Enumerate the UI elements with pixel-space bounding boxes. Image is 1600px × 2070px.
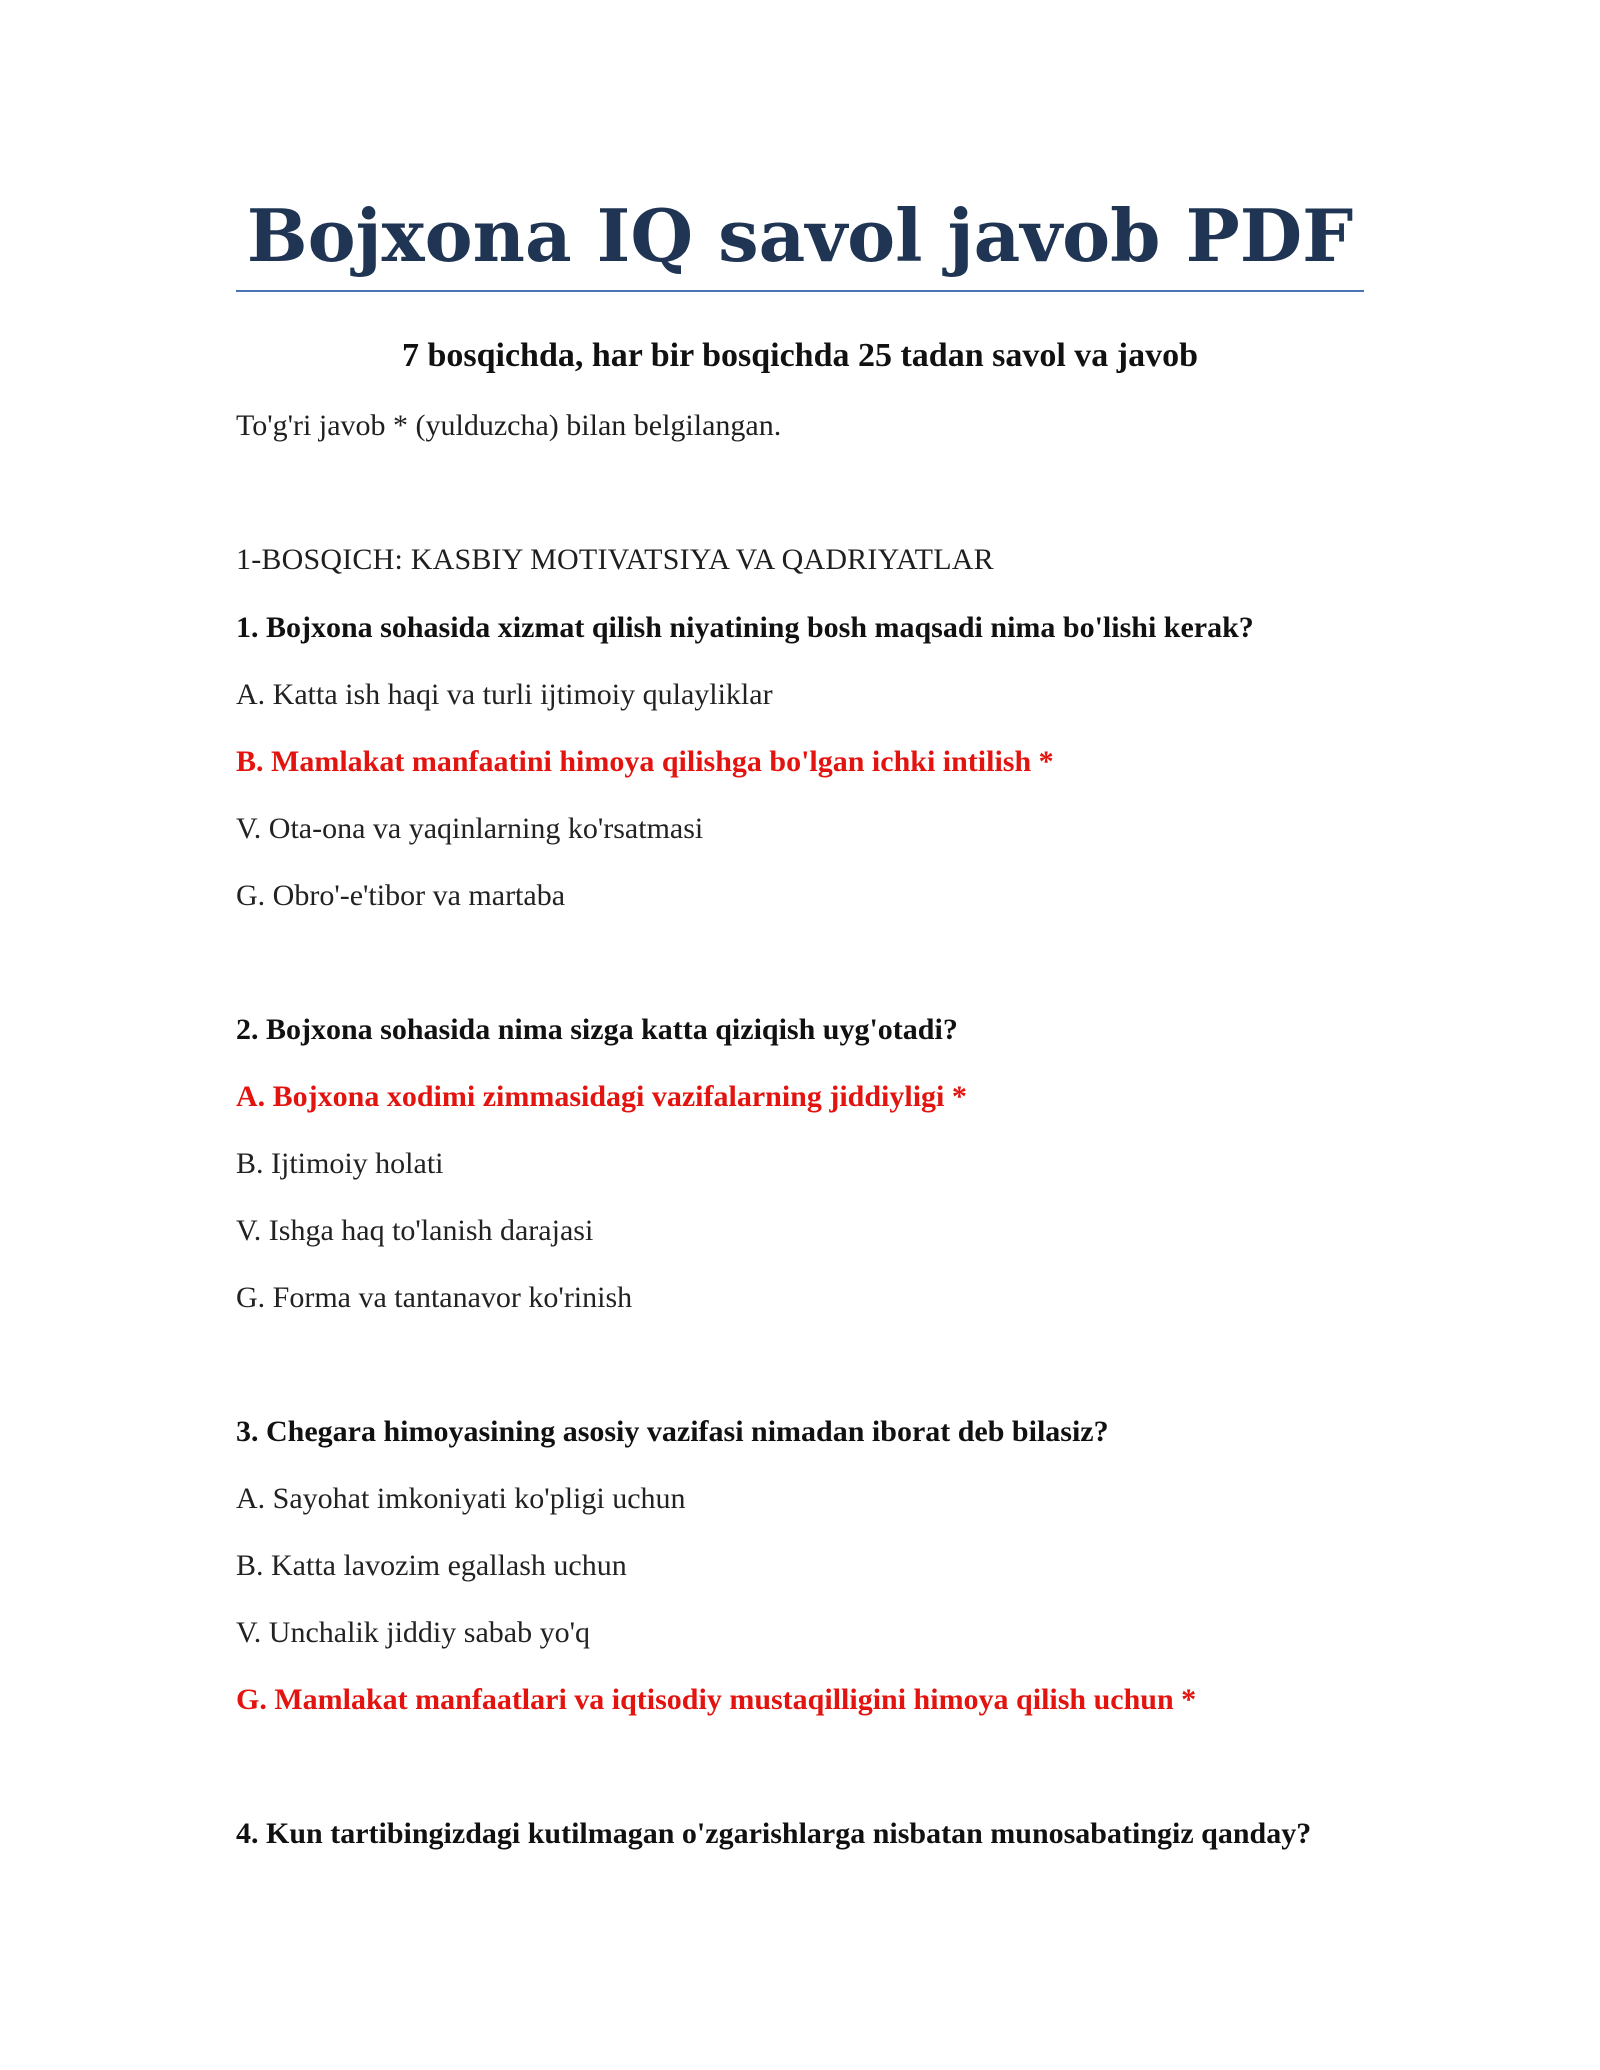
question-1-option-a: A. Katta ish haqi va turli ijtimoiy qulayliklar xyxy=(236,678,773,711)
document-subtitle: 7 bosqichda, har bir bosqichda 25 tadan savol va javob xyxy=(401,337,1199,374)
title-underline xyxy=(236,290,1364,292)
question-2: 2. Bojxona sohasida nima sizga katta qiziqish uyg'otadi? xyxy=(236,1013,958,1046)
question-2-option-b: B. Ijtimoiy holati xyxy=(236,1147,444,1180)
question-3-option-g-correct: G. Mamlakat manfaatlari va iqtisodiy mustaqilligini himoya qilish uchun * xyxy=(236,1683,1197,1716)
question-4: 4. Kun tartibingizdagi kutilmagan o'zgarishlarga nisbatan munosabatingiz qanday? xyxy=(236,1817,1312,1850)
answer-note: To'g'ri javob * (yulduzcha) bilan belgilangan. xyxy=(236,409,782,442)
question-1-option-g: G. Obro'-e'tibor va martaba xyxy=(236,879,566,912)
document-title: Bojxona IQ savol javob PDF xyxy=(246,193,1354,278)
question-3: 3. Chegara himoyasining asosiy vazifasi nimadan iborat deb bilasiz? xyxy=(236,1415,1109,1448)
question-1-option-v: V. Ota-ona va yaqinlarning ko'rsatmasi xyxy=(236,812,704,845)
question-1-option-b-correct: B. Mamlakat manfaatini himoya qilishga bo'lgan ichki intilish * xyxy=(236,745,1054,778)
question-3-option-b: B. Katta lavozim egallash uchun xyxy=(236,1549,627,1582)
question-3-option-v: V. Unchalik jiddiy sabab yo'q xyxy=(236,1616,590,1649)
question-2-option-v: V. Ishga haq to'lanish darajasi xyxy=(236,1214,594,1247)
question-1: 1. Bojxona sohasida xizmat qilish niyatining bosh maqsadi nima bo'lishi kerak? xyxy=(236,611,1254,644)
stage-heading: 1-BOSQICH: KASBIY MOTIVATSIYA VA QADRIYATLAR xyxy=(236,543,994,576)
question-2-option-g: G. Forma va tantanavor ko'rinish xyxy=(236,1281,633,1314)
question-2-option-a-correct: A. Bojxona xodimi zimmasidagi vazifalarning jiddiyligi * xyxy=(236,1080,967,1113)
question-3-option-a: A. Sayohat imkoniyati ko'pligi uchun xyxy=(236,1482,686,1515)
